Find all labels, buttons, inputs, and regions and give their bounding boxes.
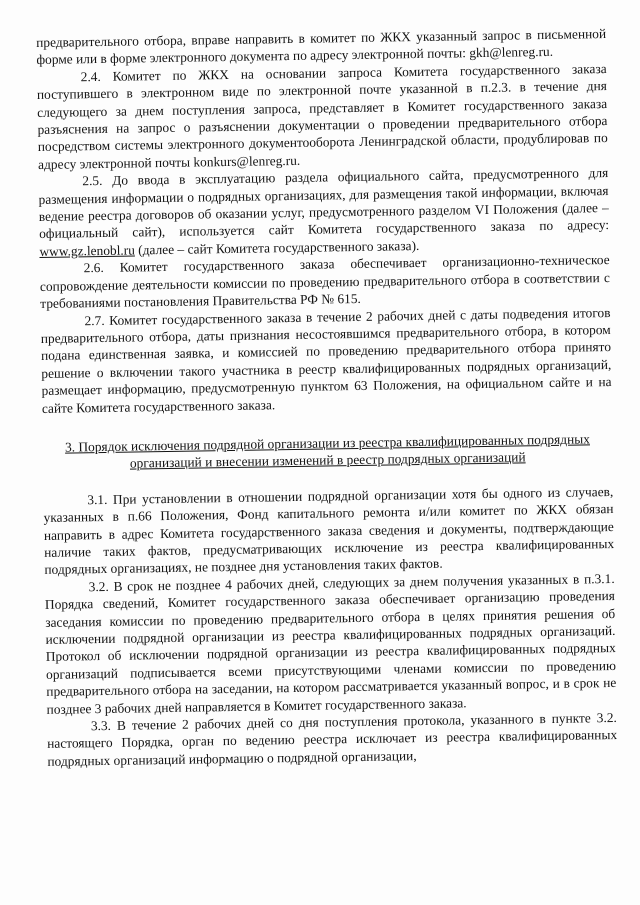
paragraph-2-5 — [38, 164, 609, 260]
document-body — [36, 25, 617, 770]
section-3-heading: 3. Порядок исключения подрядной организации из реестра квалифицированных подрядных организаций и внесении изменений в реестр подрядных организаций — [64, 431, 590, 471]
gz-lenobl-link[interactable]: www.gz.lenobl.ru — [39, 242, 135, 259]
paragraph-2-5-text: 2.5. До ввода в эксплуатацию раздела официального сайта, предусмотренного для размещения информации о подрядных организациях, для размещения такой информации, включая ведение реестра договоров об оказании услуг, предусмотренного разделом VI Положения (далее – официальный сайт), используется сайт Комитета государственного заказа по адресу: — [38, 165, 610, 242]
paragraph-intro: предварительного отбора, вправе направить в комитет по ЖКХ указанный запрос в письменной форме или в форме электронного документа по адресу электронной почты: gkh@lenreg.ru. — [36, 26, 607, 68]
paragraph-3-2: 3.2. В срок не позднее 4 рабочих дней, следующих за днем получения указанных в п.3.1. Порядка сведений, Комитет государственного заказа обеспечивает организацию проведения заседания комиссии по проведению предварительного отбора в целях принятия решения об исключении подрядной организации из реестра квалифицированных подрядных организаций. Протокол об исключении подрядной организации из реестра квалифицированных подрядных организаций подписывается всеми присутствующими членами комиссии по проведению предварительного отбора на заседании, на котором рассматривается указанный вопрос, и в срок не позднее 3 рабочих дней направляется в Комитет государственного заказа. — [44, 570, 617, 717]
paragraph-2-5-text-end: (далее – сайт Комитета государственного заказа). — [134, 237, 420, 258]
paragraph-2-4: 2.4. Комитет по ЖКХ на основании запроса Комитета государственного заказа поступившего в электронном виде по электронной почте указанной в п.2.3. в течение дня следующего за днем поступления запроса, представляет в Комитет государственного заказа разъяснения на запрос о разъяснении документации о проведении предварительного отбора посредством системы электронного документооборота Ленинградской области, продублировав по адресу электронной почты konkurs@lenreg.ru. — [36, 60, 608, 172]
paragraph-3-1: 3.1. При установлении в отношении подрядной организации хотя бы одного из случаев, указанных в п.66 Положения, Фонд капитального ремонта и/или комитет по ЖКХ обязан направить в адрес Комитета государственного заказа сведения и документы, подтверждающие наличие таких фактов, предусматривающих исключение из реестра квалифицированных подрядных организациях, не позднее дня установления таких фактов. — [43, 483, 615, 578]
paragraph-2-7: 2.7. Комитет государственного заказа в течение 2 рабочих дней с даты подведения итогов предварительного отбора, даты признания несостоявшимся предварительного отбора, в котором подана единственная заявка, и комиссией по проведению предварительного отбора принято решение о включении такого участника в реестр квалифицированных подрядных организаций, размещает информацию, предусмотренную пунктом 63 Положения, на официальном сайте и на сайте Комитета государственного заказа. — [40, 304, 612, 416]
paragraph-3-3: 3.3. В течение 2 рабочих дней со дня поступления протокола, указанного в пункте 3.2. настоящего Порядка, орган по ведению реестра исключает из реестра квалифицированных подрядных организаций информацию о подрядной организации, — [47, 709, 618, 769]
paragraph-2-6: 2.6. Комитет государственного заказа обеспечивает организационно-техническое сопровождение деятельности комиссии по проведению предварительного отбора в соответствии с требованиями постановления Правительства РФ № 615. — [39, 252, 611, 312]
